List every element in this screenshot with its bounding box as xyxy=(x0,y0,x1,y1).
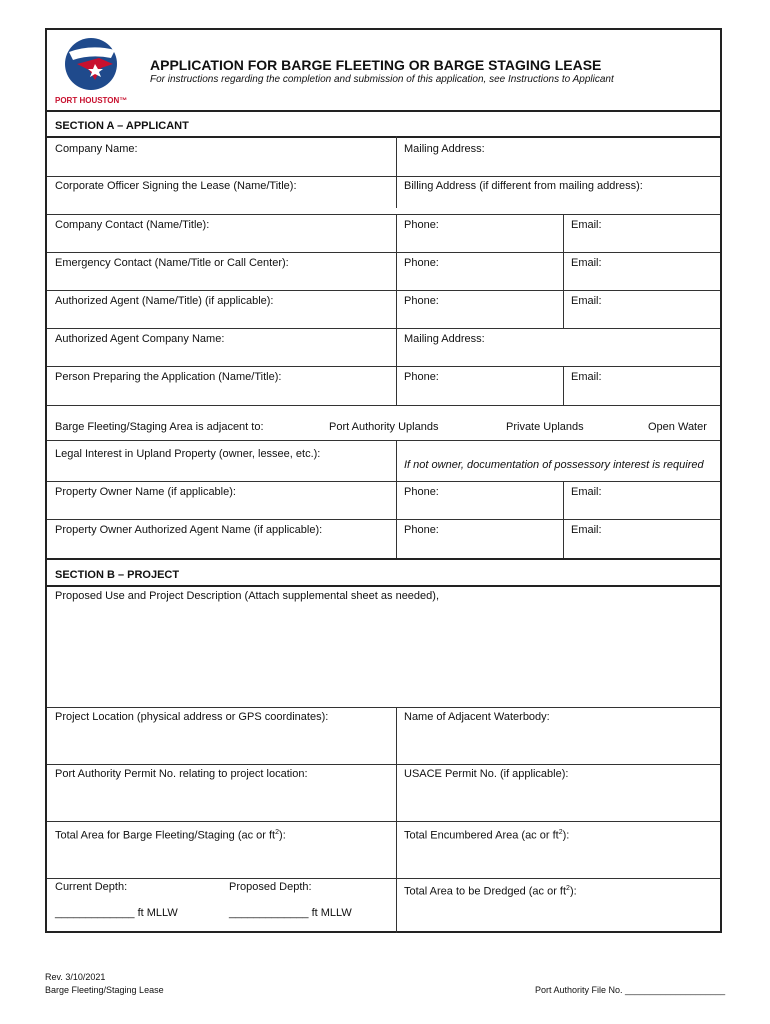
divider xyxy=(47,878,720,879)
close-paren: ): xyxy=(569,885,577,898)
project-location-field[interactable]: Project Location (physical address or GPS coordinates): xyxy=(55,711,329,723)
divider xyxy=(47,110,720,112)
usace-permit-field[interactable]: USACE Permit No. (if applicable): xyxy=(404,768,569,780)
column-divider xyxy=(563,481,564,558)
divider xyxy=(47,214,720,215)
owner-email[interactable]: Email: xyxy=(571,486,602,498)
proposed-depth-label: Proposed Depth: xyxy=(229,881,312,893)
total-area-field[interactable] xyxy=(55,827,286,842)
current-depth-label: Current Depth: xyxy=(55,881,128,893)
emergency-email[interactable]: Email: xyxy=(571,257,602,269)
divider xyxy=(47,707,720,708)
sup: 2 xyxy=(275,829,280,836)
agent-email[interactable]: Email: xyxy=(571,295,602,307)
column-divider xyxy=(396,707,397,933)
divider xyxy=(47,764,720,765)
column-divider xyxy=(396,440,397,558)
option-open-water[interactable]: Open Water xyxy=(648,421,707,433)
company-name-field[interactable]: Company Name: xyxy=(55,143,138,155)
encumbered-area-field[interactable] xyxy=(404,827,569,842)
divider xyxy=(47,440,720,441)
divider xyxy=(47,366,720,367)
sup: 2 xyxy=(566,885,570,892)
section-a-heading: SECTION A – APPLICANT xyxy=(55,120,189,132)
owner-agent-phone[interactable]: Phone: xyxy=(404,524,439,536)
total-area-label: Total Area for Barge Fleeting/Staging (ac or ft xyxy=(55,829,276,842)
option-port-authority-uplands[interactable]: Port Authority Uplands xyxy=(329,421,439,433)
preparer-email[interactable]: Email: xyxy=(571,371,602,383)
column-divider xyxy=(396,136,397,208)
document-name: Barge Fleeting/Staging Lease xyxy=(45,985,164,995)
divider xyxy=(47,176,720,177)
dredged-area-field[interactable] xyxy=(404,883,577,898)
column-divider xyxy=(563,366,564,405)
divider xyxy=(47,585,720,587)
divider xyxy=(47,290,720,291)
current-depth-field[interactable]: _____________ ft MLLW xyxy=(55,907,178,919)
sup: 2 xyxy=(558,829,563,836)
company-contact-field[interactable]: Company Contact (Name/Title): xyxy=(55,219,210,231)
column-divider xyxy=(396,214,397,405)
encumbered-area-label: Total Encumbered Area (ac or ft xyxy=(404,829,559,842)
divider xyxy=(47,481,720,482)
divider xyxy=(47,558,720,560)
company-contact-email[interactable]: Email: xyxy=(571,219,602,231)
authorized-agent-field[interactable]: Authorized Agent (Name/Title) (if applicable): xyxy=(55,295,274,307)
corporate-officer-field[interactable]: Corporate Officer Signing the Lease (Name/Title): xyxy=(55,180,297,192)
person-preparing-field[interactable]: Person Preparing the Application (Name/Title): xyxy=(55,371,282,383)
option-private-uplands[interactable]: Private Uplands xyxy=(506,421,584,433)
form-subtitle: For instructions regarding the completion and submission of this application, see Instructions to Applicant xyxy=(150,74,614,85)
agent-mailing-field[interactable]: Mailing Address: xyxy=(404,333,485,345)
company-contact-phone[interactable]: Phone: xyxy=(404,219,439,231)
preparer-phone[interactable]: Phone: xyxy=(404,371,439,383)
mailing-address-field[interactable]: Mailing Address: xyxy=(404,143,485,155)
emergency-phone[interactable]: Phone: xyxy=(404,257,439,269)
close-paren: ): xyxy=(279,829,286,842)
file-number-field[interactable]: Port Authority File No. ____________________ xyxy=(535,985,726,995)
logo-text: PORT HOUSTON™ xyxy=(55,96,128,105)
revision-date: Rev. 3/10/2021 xyxy=(45,972,106,982)
divider xyxy=(47,405,720,406)
owner-phone[interactable]: Phone: xyxy=(404,486,439,498)
divider xyxy=(47,328,720,329)
legal-interest-field[interactable]: Legal Interest in Upland Property (owner, lessee, etc.): xyxy=(55,448,321,460)
waterbody-field[interactable]: Name of Adjacent Waterbody: xyxy=(404,711,550,723)
permit-no-field[interactable]: Port Authority Permit No. relating to project location: xyxy=(55,768,308,780)
divider xyxy=(47,136,720,138)
property-owner-field[interactable]: Property Owner Name (if applicable): xyxy=(55,486,236,498)
form-frame xyxy=(45,28,722,933)
owner-agent-field[interactable]: Property Owner Authorized Agent Name (if applicable): xyxy=(55,524,323,536)
dredged-area-label: Total Area to be Dredged (ac or ft xyxy=(404,885,567,898)
adjacent-label: Barge Fleeting/Staging Area is adjacent to: xyxy=(55,421,264,433)
emergency-contact-field[interactable]: Emergency Contact (Name/Title or Call Center): xyxy=(55,257,289,269)
agent-phone[interactable]: Phone: xyxy=(404,295,439,307)
column-divider xyxy=(563,214,564,328)
close-paren: ): xyxy=(562,829,570,842)
divider xyxy=(47,821,720,822)
proposed-use-field[interactable]: Proposed Use and Project Description (Attach supplemental sheet as needed), xyxy=(55,590,439,602)
proposed-depth-field[interactable]: _____________ ft MLLW xyxy=(229,907,352,919)
section-b-heading: SECTION B – PROJECT xyxy=(55,569,180,581)
port-houston-logo xyxy=(55,34,127,110)
agent-company-field[interactable]: Authorized Agent Company Name: xyxy=(55,333,225,345)
divider xyxy=(47,252,720,253)
billing-address-field[interactable]: Billing Address (if different from mailing address): xyxy=(404,180,643,192)
owner-agent-email[interactable]: Email: xyxy=(571,524,602,536)
divider xyxy=(47,519,720,520)
legal-interest-note: If not owner, documentation of possessory interest is required xyxy=(404,459,704,471)
form-title: APPLICATION FOR BARGE FLEETING OR BARGE STAGING LEASE xyxy=(150,57,602,73)
